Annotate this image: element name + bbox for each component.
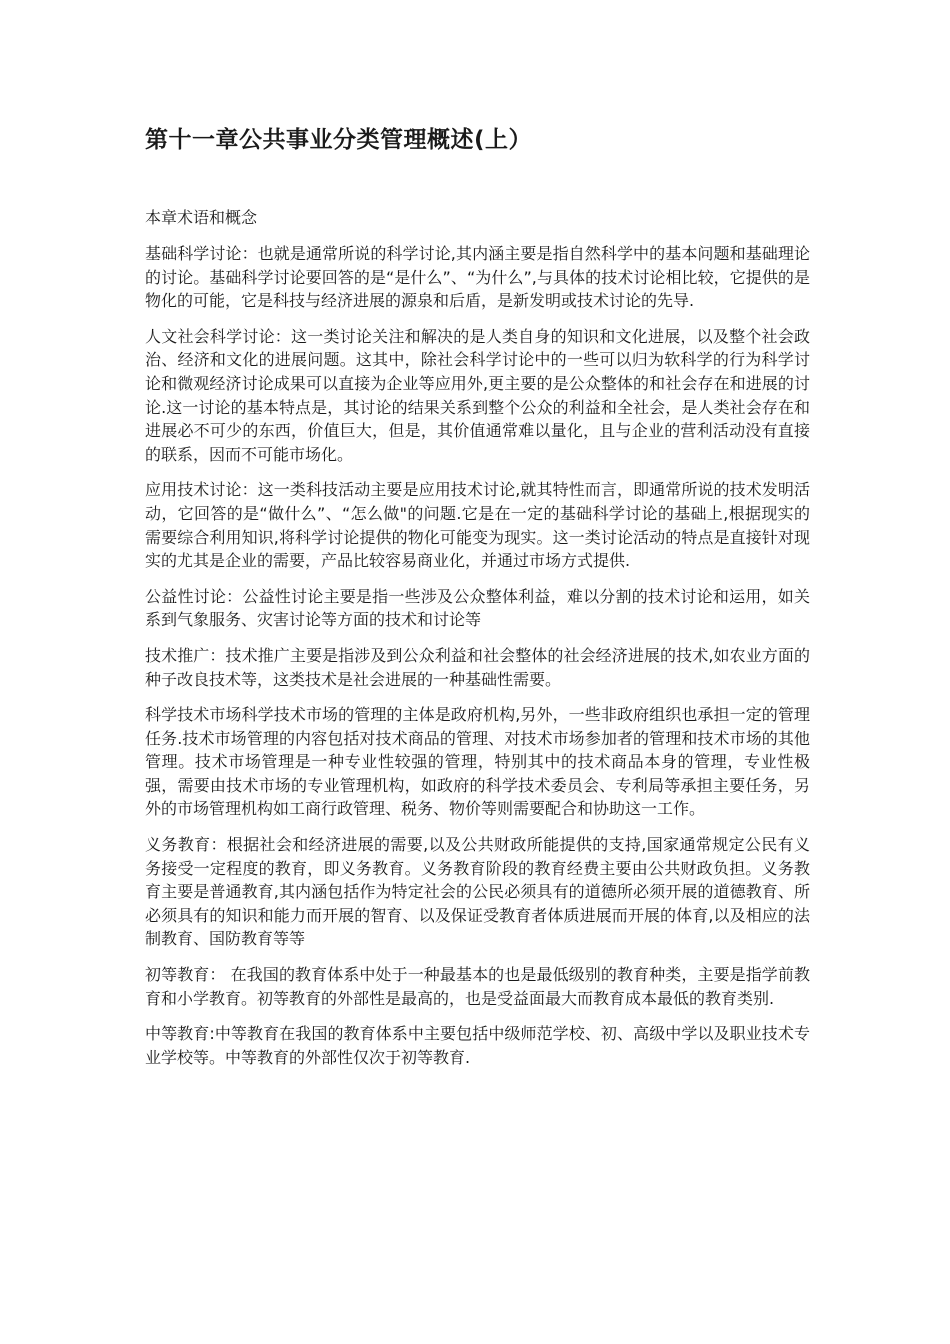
page-title: 第十一章公共事业分类管理概述(上） [145, 127, 533, 153]
paragraph-humanities-social-science: 人文社会科学讨论：这一类讨论关注和解决的是人类自身的知识和文化进展，以及整个社会政治、经济和文化的进展问题。这其中，除社会科学讨论中的一些可以归为软科学的行为科学讨论和微观经济讨论成果可以直接为企业等应用外,更主要的是公众整体的和社会存在和进展的讨论.这一讨论的基本特点是，其讨论的结果关系到整个公众的利益和全社会，是人类社会存在和进展必不可少的东西，价值巨大，但是，其价值通常难以量化，且与企业的营利活动没有直接的联系，因而不可能市场化。 [145, 326, 810, 464]
paragraph-compulsory-education: 义务教育：根据社会和经济进展的需要,以及公共财政所能提供的支持,国家通常规定公民有义务接受一定程度的教育，即义务教育。义务教育阶段的教育经费主要由公共财政负担。义务教育主要是普通教育,其内涵包括作为特定社会的公民必须具有的道德所必须开展的道德教育、所必须具有的知识和能力而开展的智育、以及保证受教育者体质进展而开展的体育,以及相应的法制教育、国防教育等等 [145, 835, 810, 949]
paragraph-basic-science: 基础科学讨论：也就是通常所说的科学讨论,其内涵主要是指自然科学中的基本问题和基础理论的讨论。基础科学讨论要回答的是“是什么”、“为什么”,与具体的技术讨论相比较，它提供的是物化的可能，它是科技与经济进展的源泉和后盾，是新发明或技术讨论的先导. [145, 244, 810, 311]
document-page [145, 118, 810, 1081]
paragraph-public-welfare-research: 公益性讨论：公益性讨论主要是指一些涉及公众整体利益，难以分割的技术讨论和运用，如关系到气象服务、灾害讨论等方面的技术和讨论等 [145, 586, 810, 630]
paragraph-primary-education: 初等教育： 在我国的教育体系中处于一种最基本的也是最低级别的教育种类，主要是指学前教育和小学教育。初等教育的外部性是最高的，也是受益面最大而教育成本最低的教育类别. [145, 965, 810, 1008]
paragraph-technology-promotion: 技术推广：技术推广主要是指涉及到公众利益和社会整体的社会经济进展的技术,如农业方面的种子改良技术等，这类技术是社会进展的一种基础性需要。 [145, 645, 810, 689]
paragraph-applied-technology: 应用技术讨论：这一类科技活动主要是应用技术讨论,就其特性而言，即通常所说的技术发明活动，它回答的是“做什么”、“怎么做"的问题.它是在一定的基础科学讨论的基础上,根据现实的需要综合利用知识,将科学讨论提供的物化可能变为现实。这一类讨论活动的特点是直接针对现实的尤其是企业的需要，产品比较容易商业化，并通过市场方式提供. [145, 480, 810, 571]
section-heading: 本章术语和概念 [145, 208, 258, 227]
paragraph-technology-market: 科学技术市场科学技术市场的管理的主体是政府机构,另外，一些非政府组织也承担一定的管理任务.技术市场管理的内容包括对技术商品的管理、对技术市场参加者的管理和技术市场的其他管理。技术市场管理是一种专业性较强的管理，特别其中的技术商品本身的管理，专业性极强，需要由技术市场的专业管理机构，如政府的科学技术委员会、专利局等承担主要任务，另外的市场管理机构如工商行政管理、税务、物价等则需要配合和协助这一工作。 [145, 705, 810, 819]
paragraph-secondary-education: 中等教育:中等教育在我国的教育体系中主要包括中级师范学校、初、高级中学以及职业技术专业学校等。中等教育的外部性仅次于初等教育. [145, 1024, 810, 1067]
